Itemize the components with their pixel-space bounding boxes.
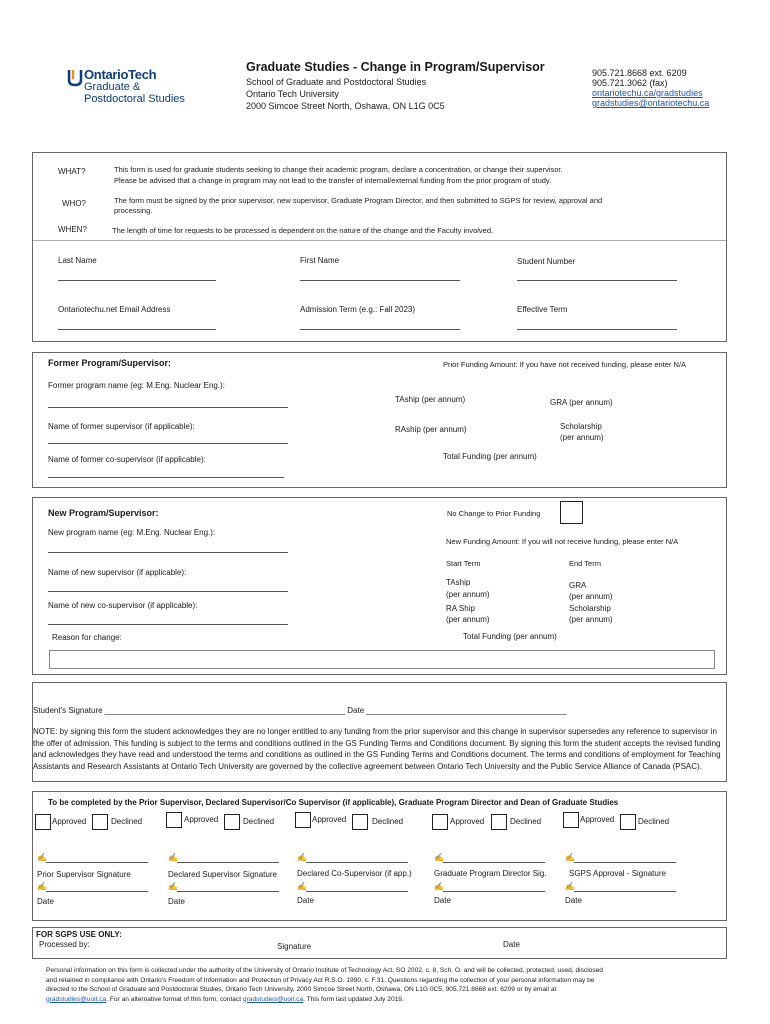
footer-line-3: directed to the School of Graduate and Postdoctoral Studies, Ontario Tech University, 2000 Simcoe Street North, Oshawa, ON L1G 0C5, 905.721.8668 ext. 6209 or by email at — [46, 986, 557, 993]
declined-label-5: Declined — [638, 817, 670, 826]
declined-label-1: Declined — [111, 817, 143, 826]
email-label: Ontariotechu.net Email Address — [58, 305, 171, 314]
declined-checkbox-2[interactable] — [224, 814, 240, 830]
privacy-footer — [46, 966, 726, 1004]
gpd-signature-field[interactable] — [443, 862, 545, 863]
footer-email-link-2[interactable]: gradstudies@uoit.ca — [242, 995, 304, 1003]
signature-pen-icon: ✍ — [168, 853, 178, 862]
footer-line-1: Personal information on this form is collected under the authority of the University of Ontario Institute of Technology Act, SO 2002, c. 8, Sch. O. and will be collected, protected, used, disclosed — [46, 967, 603, 974]
signature-pen-icon: ✍ — [434, 853, 444, 862]
new-supervisor-label: Name of new supervisor (if applicable): — [48, 568, 187, 577]
new-taship-per-annum: (per annum) — [446, 590, 490, 599]
former-scholarship-per-annum: (per annum) — [560, 433, 604, 442]
sgps-signature-label: Signature — [277, 942, 312, 951]
prior-supervisor-date-field[interactable] — [46, 891, 148, 892]
no-change-checkbox[interactable] — [560, 501, 583, 524]
former-supervisor-field[interactable] — [48, 443, 288, 444]
address-line-1: School of Graduate and Postdoctoral Studies — [246, 77, 427, 87]
declined-label-3: Declined — [372, 817, 404, 826]
logo-line1: Graduate & — [84, 81, 141, 93]
new-gra-per-annum: (per annum) — [569, 592, 613, 601]
former-cosupervisor-label: Name of former co-supervisor (if applicable): — [48, 455, 206, 464]
date-label-1: Date — [37, 897, 54, 906]
last-name-field[interactable] — [58, 280, 216, 281]
new-funding-note: New Funding Amount: If you will not receive funding, please enter N/A — [446, 537, 679, 546]
declared-supervisor-signature-field[interactable] — [177, 862, 279, 863]
admission-term-label: Admission Term (e.g.: Fall 2023) — [300, 305, 416, 314]
processed-by-label: Processed by: — [39, 940, 90, 949]
former-heading: Former Program/Supervisor: — [48, 358, 172, 368]
declined-checkbox-3[interactable] — [352, 814, 368, 830]
approved-label-4: Approved — [450, 817, 485, 826]
email-link[interactable]: gradstudies@ontariotechu.ca — [592, 98, 710, 108]
date-pen-icon: ✍ — [37, 882, 47, 891]
former-raship-label: RAship (per annum) — [395, 425, 467, 434]
effective-term-label: Effective Term — [517, 305, 568, 314]
fax: 905.721.3062 (fax) — [592, 78, 668, 88]
approved-checkbox-5[interactable] — [563, 812, 579, 828]
former-taship-label: TAship (per annum) — [395, 395, 466, 404]
address-line-3: 2000 Simcoe Street North, Oshawa, ON L1G 0C5 — [246, 101, 445, 111]
declined-checkbox-1[interactable] — [92, 814, 108, 830]
date-label-3: Date — [297, 896, 314, 905]
former-program-field[interactable] — [48, 407, 288, 408]
signature-pen-icon: ✍ — [37, 853, 47, 862]
co-supervisor-role: Declared Co-Supervisor (if app.) — [297, 869, 412, 878]
sgps-signature-field[interactable] — [574, 862, 676, 863]
approved-label-3: Approved — [312, 815, 347, 824]
first-name-label: First Name — [300, 256, 340, 265]
former-total-funding-label: Total Funding (per annum) — [443, 452, 537, 461]
who-label: WHO? — [62, 199, 86, 208]
declined-label-2: Declined — [243, 817, 275, 826]
email-field[interactable] — [58, 329, 216, 330]
declined-checkbox-5[interactable] — [620, 814, 636, 830]
gpd-date-field[interactable] — [443, 891, 545, 892]
new-program-label: New program name (eg: M.Eng. Nuclear Eng.): — [48, 528, 216, 537]
what-text-1: This form is used for graduate students seeking to change their academic program, declare a concentration, or change their supervisor. — [114, 165, 563, 174]
what-label: WHAT? — [58, 167, 86, 176]
co-supervisor-date-field[interactable] — [306, 891, 408, 892]
ontariotech-logo-icon — [66, 68, 84, 88]
sgps-title: FOR SGPS USE ONLY: — [36, 930, 122, 939]
approved-label-2: Approved — [184, 815, 219, 824]
former-scholarship-label: Scholarship — [560, 422, 602, 431]
footer-text: . For an alternative format of this form, contact — [106, 995, 243, 1003]
first-name-field[interactable] — [300, 280, 460, 281]
new-gra-label: GRA — [569, 581, 587, 590]
new-total-funding-label: Total Funding (per annum) — [463, 632, 557, 641]
what-text-2: Please be advised that a change in program may not lead to the transfer of internal/external funding from the prior program of study. — [114, 176, 552, 185]
student-note: NOTE: by signing this form the student acknowledges they are no longer entitled to any funding from the prior supervisor and this change in supervisor supersedes any reference to supervisor in the offer of admission. This funding is subject to the terms and conditions outlined in the GS Funding Terms and Conditions document. By signing this form the student accepts the revised funding and acknowledges they have read and understood the terms and conditions as outlined in the GS Funding Terms and Conditions document. The terms and conditions of employment for Teaching Assistants and Research Assistants at Ontario Tech University are governed by the collective agreement between Ontario Tech University and the Public Service Alliance of Canada (PSAC). — [33, 727, 721, 771]
declined-label-4: Declined — [510, 817, 542, 826]
logo-line2: Postdoctoral Studies — [84, 93, 185, 105]
website-link[interactable]: ontariotechu.ca/gradstudies — [592, 88, 703, 98]
approved-checkbox-2[interactable] — [166, 812, 182, 828]
new-cosupervisor-label: Name of new co-supervisor (if applicable): — [48, 601, 198, 610]
who-text-1: The form must be signed by the prior supervisor, new supervisor, Graduate Program Director, and then submitted to SGPS for review, approval and — [114, 196, 603, 205]
page-title: Graduate Studies - Change in Program/Supervisor — [246, 60, 545, 74]
prior-supervisor-role: Prior Supervisor Signature — [37, 870, 131, 879]
approved-checkbox-1[interactable] — [35, 814, 51, 830]
footer-line-2: and retained in compliance with Ontario's Freedom of Information and Protection of Privacy Act R.S.O. 1990, c. F.31. Questions regarding the collection of your personal information may be — [46, 976, 595, 984]
signature-pen-icon: ✍ — [297, 853, 307, 862]
date-pen-icon: ✍ — [168, 882, 178, 891]
who-text-2: processing. — [114, 206, 153, 215]
former-gra-label: GRA (per annum) — [550, 398, 613, 407]
footer-line-4 — [46, 995, 726, 1005]
gpd-role: Graduate Program Director Sig. — [434, 869, 547, 878]
student-number-field[interactable] — [517, 280, 677, 281]
student-signature-line[interactable]: Student's Signature ______________________________________________________ Date _____________________________________________ — [33, 706, 567, 715]
end-term-label: End Term — [569, 559, 601, 568]
date-pen-icon: ✍ — [434, 882, 444, 891]
date-label-2: Date — [168, 897, 185, 906]
former-program-label: Former program name (eg: M.Eng. Nuclear Eng.): — [48, 381, 225, 390]
signature-pen-icon: ✍ — [565, 853, 575, 862]
new-scholarship-label: Scholarship — [569, 604, 611, 613]
date-label-4: Date — [434, 896, 451, 905]
approvals-heading: To be completed by the Prior Supervisor, Declared Supervisor/Co Supervisor (if applicable), Graduate Program Director and Dean of Graduate Studies — [48, 798, 619, 807]
when-label: WHEN? — [58, 225, 87, 234]
prior-funding-note: Prior Funding Amount: If you have not received funding, please enter N/A — [443, 360, 687, 369]
declared-supervisor-date-field[interactable] — [177, 891, 279, 892]
footer-email-link-1[interactable]: gradstudies@uoit.ca — [46, 995, 107, 1003]
new-program-section — [32, 497, 727, 675]
student-number-label: Student Number — [517, 257, 576, 266]
former-cosupervisor-field[interactable] — [48, 477, 284, 478]
sgps-date-label: Date — [503, 940, 520, 949]
sgps-date-field[interactable] — [574, 891, 676, 892]
approved-checkbox-3[interactable] — [295, 812, 311, 828]
new-raship-per-annum: (per annum) — [446, 615, 490, 624]
footer-text-end: . This form last updated July 2019. — [303, 995, 404, 1003]
info-divider — [33, 240, 726, 241]
date-label-5: Date — [565, 896, 582, 905]
sgps-role: SGPS Approval - Signature — [569, 869, 666, 878]
new-taship-label: TAship — [446, 578, 471, 587]
new-cosupervisor-field[interactable] — [48, 624, 288, 625]
last-name-label: Last Name — [58, 256, 97, 265]
when-text: The length of time for requests to be processed is dependent on the nature of the change and the Faculty involved. — [112, 226, 494, 235]
reason-field[interactable] — [49, 650, 715, 669]
new-heading: New Program/Supervisor: — [48, 508, 159, 518]
approved-label-5: Approved — [580, 815, 615, 824]
phone: 905.721.8668 ext. 6209 — [592, 68, 687, 78]
start-term-label: Start Term — [446, 559, 481, 568]
prior-supervisor-signature-field[interactable] — [46, 862, 148, 863]
approved-label-1: Approved — [52, 817, 87, 826]
declared-supervisor-role: Declared Supervisor Signature — [168, 870, 277, 879]
new-program-field[interactable] — [48, 552, 288, 553]
declined-checkbox-4[interactable] — [491, 814, 507, 830]
admission-term-field[interactable] — [300, 329, 460, 330]
reason-label: Reason for change: — [52, 633, 122, 642]
co-supervisor-signature-field[interactable] — [306, 862, 408, 863]
address-line-2: Ontario Tech University — [246, 89, 339, 99]
logo-brand: OntarioTech — [84, 67, 157, 82]
no-change-label: No Change to Prior Funding — [447, 509, 541, 518]
new-supervisor-field[interactable] — [48, 591, 288, 592]
former-program-section — [32, 352, 727, 488]
approvals-section — [32, 791, 727, 921]
date-pen-icon: ✍ — [297, 882, 307, 891]
new-raship-label: RA Ship — [446, 604, 475, 613]
approved-checkbox-4[interactable] — [432, 814, 448, 830]
logo — [66, 66, 196, 106]
former-supervisor-label: Name of former supervisor (if applicable): — [48, 422, 195, 431]
date-pen-icon: ✍ — [565, 882, 575, 891]
new-scholarship-per-annum: (per annum) — [569, 615, 613, 624]
sgps-use-section — [32, 927, 727, 959]
effective-term-field[interactable] — [517, 329, 677, 330]
